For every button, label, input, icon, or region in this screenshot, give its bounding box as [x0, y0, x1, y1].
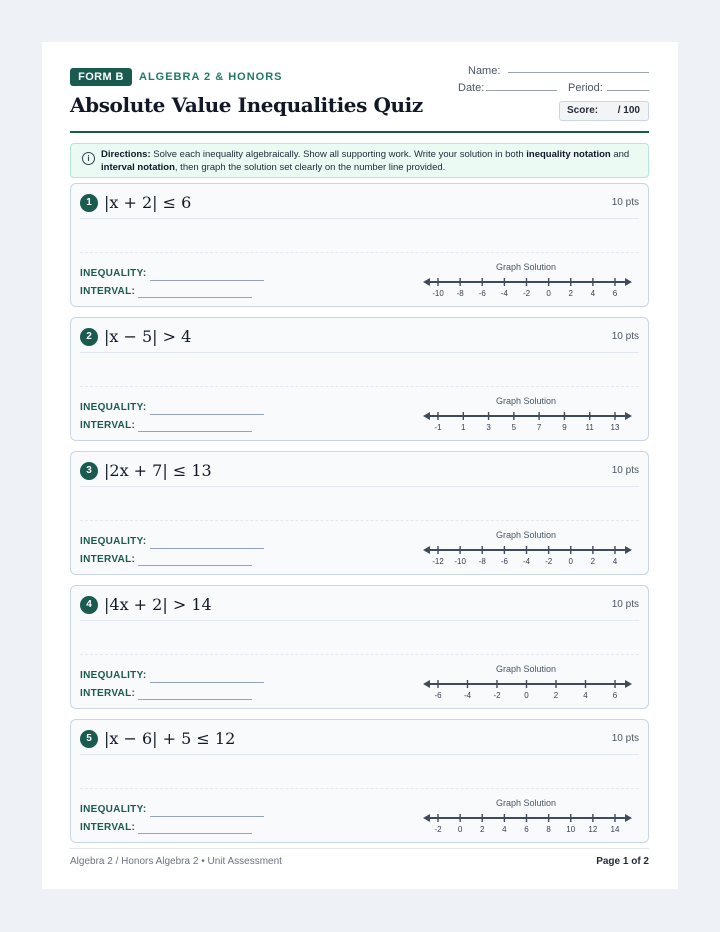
inequality-answer-field[interactable]: [150, 280, 264, 281]
question-points: 10 pts: [611, 465, 639, 476]
question-points: 10 pts: [611, 599, 639, 610]
score-max: / 100: [617, 105, 640, 116]
name-label: Name:: [468, 65, 501, 77]
number-line-tick-label: -2: [545, 557, 553, 566]
number-line[interactable]: [421, 276, 636, 300]
question-number: 1: [80, 194, 98, 212]
number-line-tick-label: 10: [566, 825, 576, 834]
number-line-tick-label: 0: [524, 691, 529, 700]
interval-label: INTERVAL:: [80, 822, 136, 833]
interval-label: INTERVAL:: [80, 286, 136, 297]
right-arrow-icon: [625, 412, 632, 420]
graph-label: Graph Solution: [495, 530, 557, 540]
right-arrow-icon: [625, 546, 632, 554]
number-line-tick-label: 2: [568, 289, 573, 298]
work-area[interactable]: [80, 520, 639, 521]
number-line-tick-label: 0: [457, 825, 463, 834]
question-divider: [80, 352, 639, 353]
inequality-answer-field[interactable]: [150, 816, 264, 817]
number-line-tick-label: 4: [590, 289, 596, 298]
number-line-tick-label: -6: [478, 289, 486, 298]
question-number: 5: [80, 730, 98, 748]
work-area[interactable]: [80, 386, 639, 387]
quiz-header: [70, 65, 649, 134]
number-line-tick-label: -2: [434, 825, 442, 834]
right-arrow-icon: [625, 680, 632, 688]
question-divider: [80, 754, 639, 755]
question-card: [70, 719, 649, 843]
number-line-tick-label: 5: [511, 423, 517, 432]
question-divider: [80, 218, 639, 219]
number-line-tick-label: -2: [522, 289, 531, 298]
question-expression: |2x + 7| ≤ 13: [104, 461, 212, 480]
left-arrow-icon: [423, 680, 430, 688]
graph-label: Graph Solution: [495, 664, 557, 674]
number-line-tick-label: 2: [480, 825, 485, 834]
work-area[interactable]: [80, 654, 639, 655]
number-line-tick-label: -6: [500, 557, 508, 566]
number-line-tick-label: -10: [432, 289, 444, 298]
left-arrow-icon: [423, 814, 430, 822]
number-line-tick-label: -4: [463, 691, 472, 700]
question-points: 10 pts: [611, 733, 639, 744]
page-title: Absolute Value Inequalities Quiz: [70, 93, 423, 117]
graph-label: Graph Solution: [495, 396, 557, 406]
question-divider: [80, 486, 639, 487]
interval-label: INTERVAL:: [80, 420, 136, 431]
question-divider: [80, 620, 639, 621]
question-card: [70, 451, 649, 575]
form-badge: FORM B: [70, 68, 132, 86]
question-card: [70, 585, 649, 709]
interval-answer-field[interactable]: [138, 431, 252, 432]
inequality-answer-field[interactable]: [150, 682, 264, 683]
score-label: Score:: [567, 105, 599, 116]
number-line-tick-label: -10: [454, 557, 466, 566]
number-line-tick-label: 9: [562, 423, 567, 432]
interval-label: INTERVAL:: [80, 554, 136, 565]
interval-answer-field[interactable]: [138, 565, 252, 566]
date-label: Date:: [458, 82, 485, 94]
number-line-tick-label: -4: [500, 289, 508, 298]
question-card: [70, 317, 649, 441]
directions-text-b: and: [610, 149, 630, 160]
name-field[interactable]: [508, 72, 649, 73]
number-line-tick-label: 6: [524, 825, 529, 834]
period-field[interactable]: [607, 90, 649, 91]
footer-course-info: Algebra 2 / Honors Algebra 2 • Unit Assessment: [70, 856, 282, 867]
number-line-tick-label: 0: [546, 289, 551, 298]
left-arrow-icon: [423, 412, 430, 420]
question-points: 10 pts: [611, 331, 639, 342]
left-arrow-icon: [423, 278, 430, 286]
course-label: ALGEBRA 2 & HONORS: [139, 71, 283, 83]
quiz-page: [42, 42, 678, 889]
interval-answer-field[interactable]: [138, 699, 252, 700]
date-field[interactable]: [486, 90, 557, 91]
number-line-tick-label: 13: [610, 423, 620, 432]
number-line-tick-label: -8: [478, 557, 486, 566]
number-line-tick-label: 3: [486, 423, 491, 432]
directions-box: [70, 143, 649, 178]
number-line-tick-label: 11: [585, 423, 594, 432]
question-number: 3: [80, 462, 98, 480]
number-line-tick-label: 0: [568, 557, 573, 566]
inequality-label: INEQUALITY:: [80, 268, 147, 279]
question-card: [70, 183, 649, 307]
number-line-tick-label: 14: [610, 825, 620, 834]
number-line[interactable]: [421, 544, 636, 568]
number-line[interactable]: [421, 812, 636, 836]
right-arrow-icon: [625, 814, 632, 822]
interval-answer-field[interactable]: [138, 297, 252, 298]
number-line-tick-label: -12: [432, 557, 444, 566]
number-line-tick-label: 2: [590, 557, 596, 566]
question-points: 10 pts: [611, 197, 639, 208]
number-line-tick-label: 2: [553, 691, 559, 700]
question-number: 2: [80, 328, 98, 346]
directions-text: [101, 149, 641, 174]
header-divider: [70, 131, 649, 133]
interval-answer-field[interactable]: [138, 833, 252, 834]
page-number: Page 1 of 2: [596, 856, 649, 867]
work-area[interactable]: [80, 252, 639, 253]
inequality-label: INEQUALITY:: [80, 804, 147, 815]
score-box[interactable]: [559, 101, 649, 121]
number-line[interactable]: [421, 410, 636, 434]
inequality-label: INEQUALITY:: [80, 402, 147, 413]
number-line-tick-label: 7: [536, 423, 542, 432]
inequality-answer-field[interactable]: [150, 414, 264, 415]
number-line-tick-label: 4: [502, 825, 507, 834]
number-line[interactable]: [421, 678, 636, 702]
info-icon: i: [82, 152, 95, 165]
number-line-tick-label: -6: [434, 691, 442, 700]
period-label: Period:: [568, 82, 603, 94]
question-expression: |4x + 2| > 14: [104, 595, 212, 614]
directions-bold-a: inequality notation: [526, 149, 611, 160]
number-line-tick-label: 4: [612, 557, 618, 566]
left-arrow-icon: [423, 546, 430, 554]
question-expression: |x + 2| ≤ 6: [104, 193, 192, 212]
inequality-answer-field[interactable]: [150, 548, 264, 549]
directions-text-a: Solve each inequality algebraically. Show all supporting work. Write your solution in both: [150, 149, 527, 160]
number-line-tick-label: 4: [583, 691, 588, 700]
number-line-tick-label: 8: [546, 825, 551, 834]
inequality-label: INEQUALITY:: [80, 536, 147, 547]
directions-bold-b: interval notation: [101, 161, 175, 173]
number-line-tick-label: -8: [456, 289, 464, 298]
question-expression: |x − 6| + 5 ≤ 12: [104, 729, 236, 748]
interval-label: INTERVAL:: [80, 688, 136, 699]
number-line-tick-label: -2: [493, 691, 501, 700]
question-expression: |x − 5| > 4: [104, 327, 192, 346]
work-area[interactable]: [80, 788, 639, 789]
right-arrow-icon: [625, 278, 632, 286]
number-line-tick-label: 6: [612, 691, 618, 700]
number-line-tick-label: -1: [434, 423, 442, 432]
number-line-tick-label: 12: [588, 825, 598, 834]
question-number: 4: [80, 596, 98, 614]
footer-divider: [70, 848, 649, 849]
number-line-tick-label: 6: [612, 289, 618, 298]
number-line-tick-label: -4: [522, 557, 531, 566]
directions-text-c: , then graph the solution set clearly on the number line provided.: [174, 161, 446, 173]
number-line-tick-label: 1: [461, 423, 466, 432]
graph-label: Graph Solution: [495, 262, 557, 272]
directions-lead: Directions:: [101, 149, 151, 160]
graph-label: Graph Solution: [495, 798, 557, 808]
inequality-label: INEQUALITY:: [80, 670, 147, 681]
